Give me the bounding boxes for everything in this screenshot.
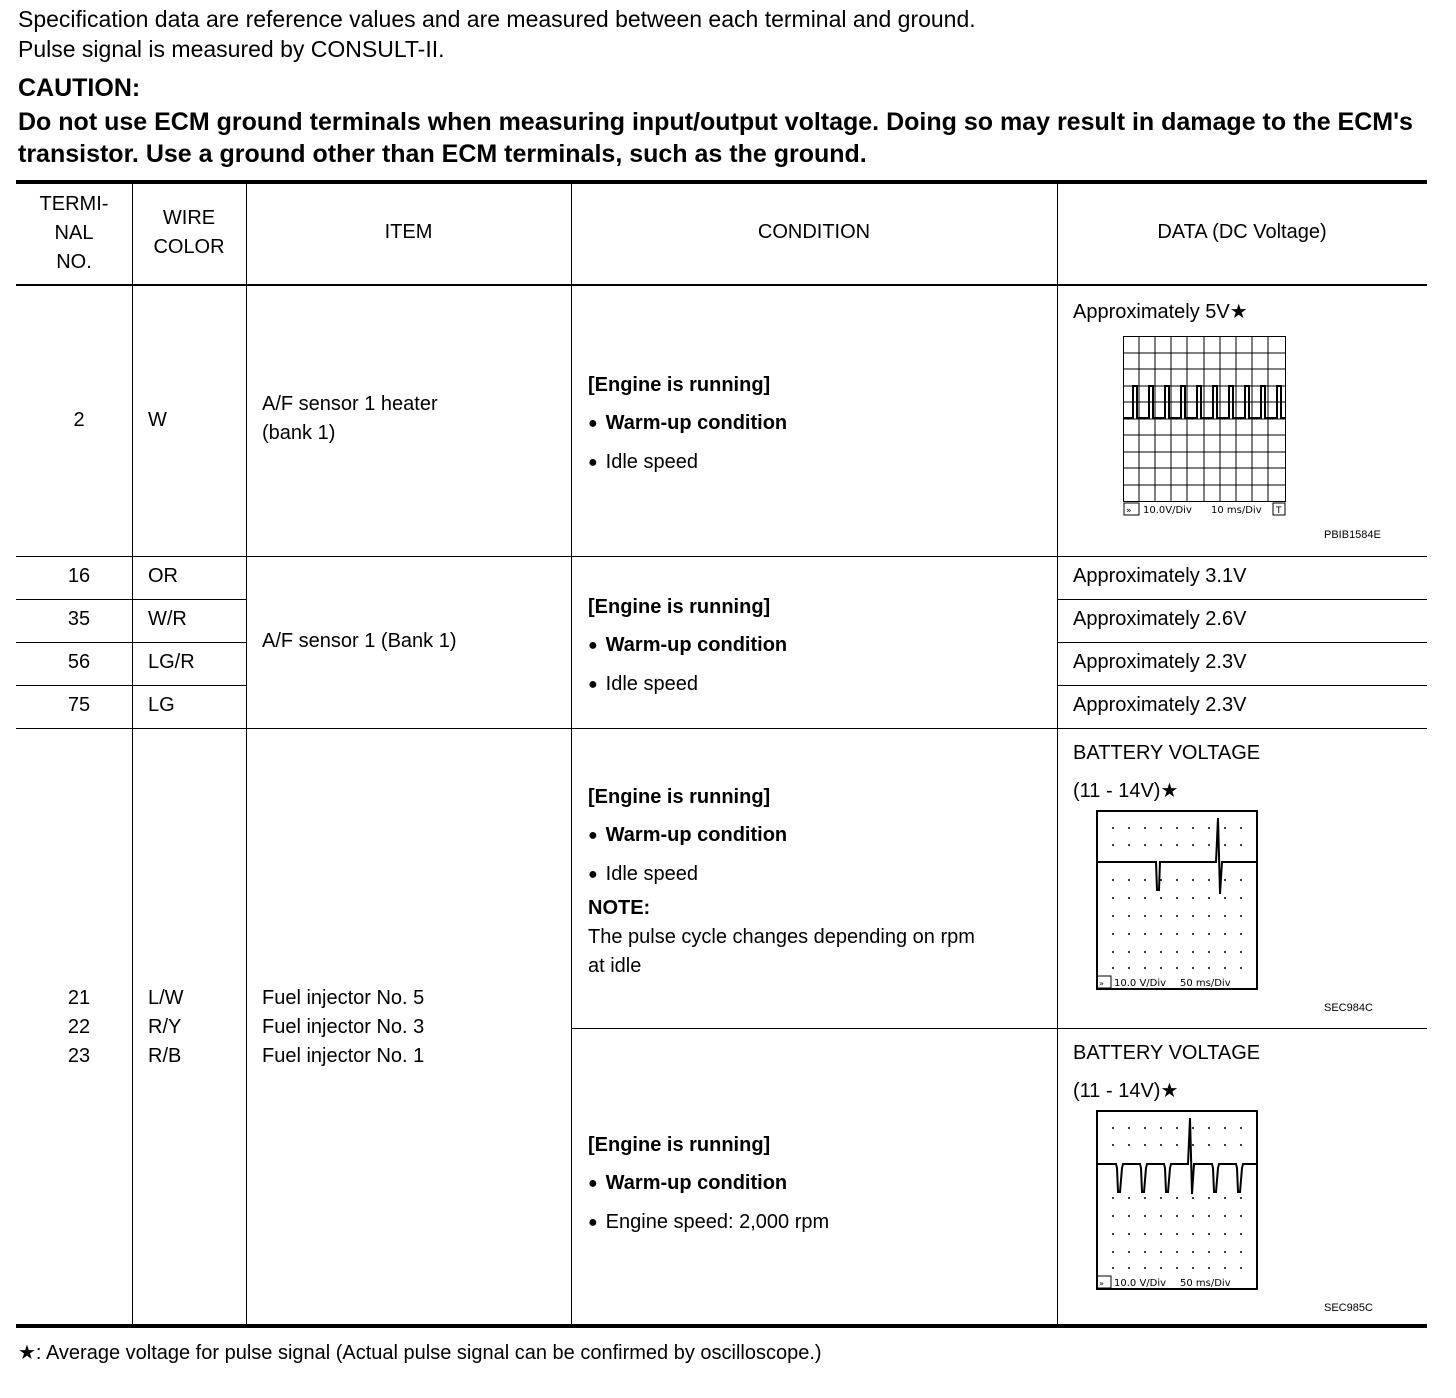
data-value: Approximately 2.3V: [1073, 694, 1247, 716]
svg-text:10.0V/Div: 10.0V/Div: [1143, 505, 1192, 516]
caution-text: Do not use ECM ground terminals when measuring input/output voltage. Doing so may result in damage to the ECM's transistor. Use a ground other than ECM terminals, such as the ground.: [18, 108, 1413, 168]
svg-text:»: »: [1126, 506, 1132, 516]
svg-text:50 ms/Div: 50 ms/Div: [1180, 978, 1231, 989]
condition-text: [Engine is running] ● Warm-up condition ● Engine speed: 2,000 rpm: [588, 1126, 829, 1242]
terminal-no: 2: [73, 409, 85, 431]
wire-color: OR: [148, 565, 178, 587]
svg-text:10.0 V/Div: 10.0 V/Div: [1114, 1278, 1167, 1289]
item-text: A/F sensor 1 (Bank 1): [262, 630, 457, 652]
svg-text:50 ms/Div: 50 ms/Div: [1180, 1278, 1231, 1289]
figure-code: SEC985C: [1324, 1302, 1373, 1314]
figure-code: PBIB1584E: [1324, 529, 1381, 541]
svg-text:»: »: [1099, 979, 1104, 988]
terminal-no: 16: [67, 565, 91, 587]
item-text: A/F sensor 1 heater (bank 1): [262, 393, 438, 444]
svg-text:»: »: [1099, 1279, 1104, 1288]
intro-text: [18, 4, 976, 64]
header-data: DATA (DC Voltage): [1157, 221, 1327, 243]
svg-text:10.0 V/Div: 10.0 V/Div: [1114, 978, 1167, 989]
figure-code: SEC984C: [1324, 1002, 1373, 1014]
terminal-no-list: 21 22 23: [67, 987, 91, 1067]
terminal-no: 56: [67, 651, 91, 673]
oscilloscope-waveform: [1096, 810, 1261, 995]
note-heading: NOTE:: [588, 897, 651, 919]
data-value: BATTERY VOLTAGE (11 - 14V)★: [1073, 1042, 1261, 1102]
condition-text: [Engine is running] ● Warm-up condition ● Idle speed: [588, 366, 787, 482]
wire-color-list: L/W R/Y R/B: [148, 987, 184, 1067]
data-value: Approximately 3.1V: [1073, 565, 1247, 587]
item-list: Fuel injector No. 5 Fuel injector No. 3 Fuel injector No. 1: [262, 987, 425, 1067]
intro-line-2: Pulse signal is measured by CONSULT-II.: [18, 36, 445, 62]
header-condition: CONDITION: [757, 221, 871, 243]
oscilloscope-waveform: [1123, 336, 1288, 521]
terminal-no: 35: [67, 608, 91, 630]
condition-text: [Engine is running] ● Warm-up condition ● Idle speed NOTE: The pulse cycle changes depending on rpm at idle: [588, 778, 1058, 981]
footnote: ★: Average voltage for pulse signal (Actual pulse signal can be confirmed by oscilloscope.): [18, 1342, 822, 1364]
header-terminal-no: TERMI- NAL NO.: [39, 193, 109, 273]
data-value: Approximately 2.6V: [1073, 608, 1247, 630]
intro-line-1: Specification data are reference values and are measured between each terminal and ground.: [18, 6, 976, 32]
data-value: Approximately 5V★: [1073, 301, 1248, 323]
terminal-spec-table: [16, 180, 1427, 1328]
wire-color: LG/R: [148, 651, 195, 673]
svg-text:T: T: [1276, 506, 1282, 516]
svg-text:10 ms/Div: 10 ms/Div: [1211, 505, 1262, 516]
caution-heading: CAUTION:: [18, 74, 141, 102]
wire-color: LG: [148, 694, 175, 716]
header-item: ITEM: [384, 221, 433, 243]
condition-text: [Engine is running] ● Warm-up condition ● Idle speed: [588, 588, 787, 704]
data-value: Approximately 2.3V: [1073, 651, 1247, 673]
terminal-no: 75: [67, 694, 91, 716]
oscilloscope-waveform: [1096, 1110, 1261, 1295]
header-wire-color: WIRE COLOR: [153, 207, 225, 258]
note-text: The pulse cycle changes depending on rpm at idle: [588, 926, 975, 977]
data-value: BATTERY VOLTAGE (11 - 14V)★: [1073, 742, 1261, 802]
wire-color: W/R: [148, 608, 187, 630]
wire-color: W: [148, 409, 167, 431]
